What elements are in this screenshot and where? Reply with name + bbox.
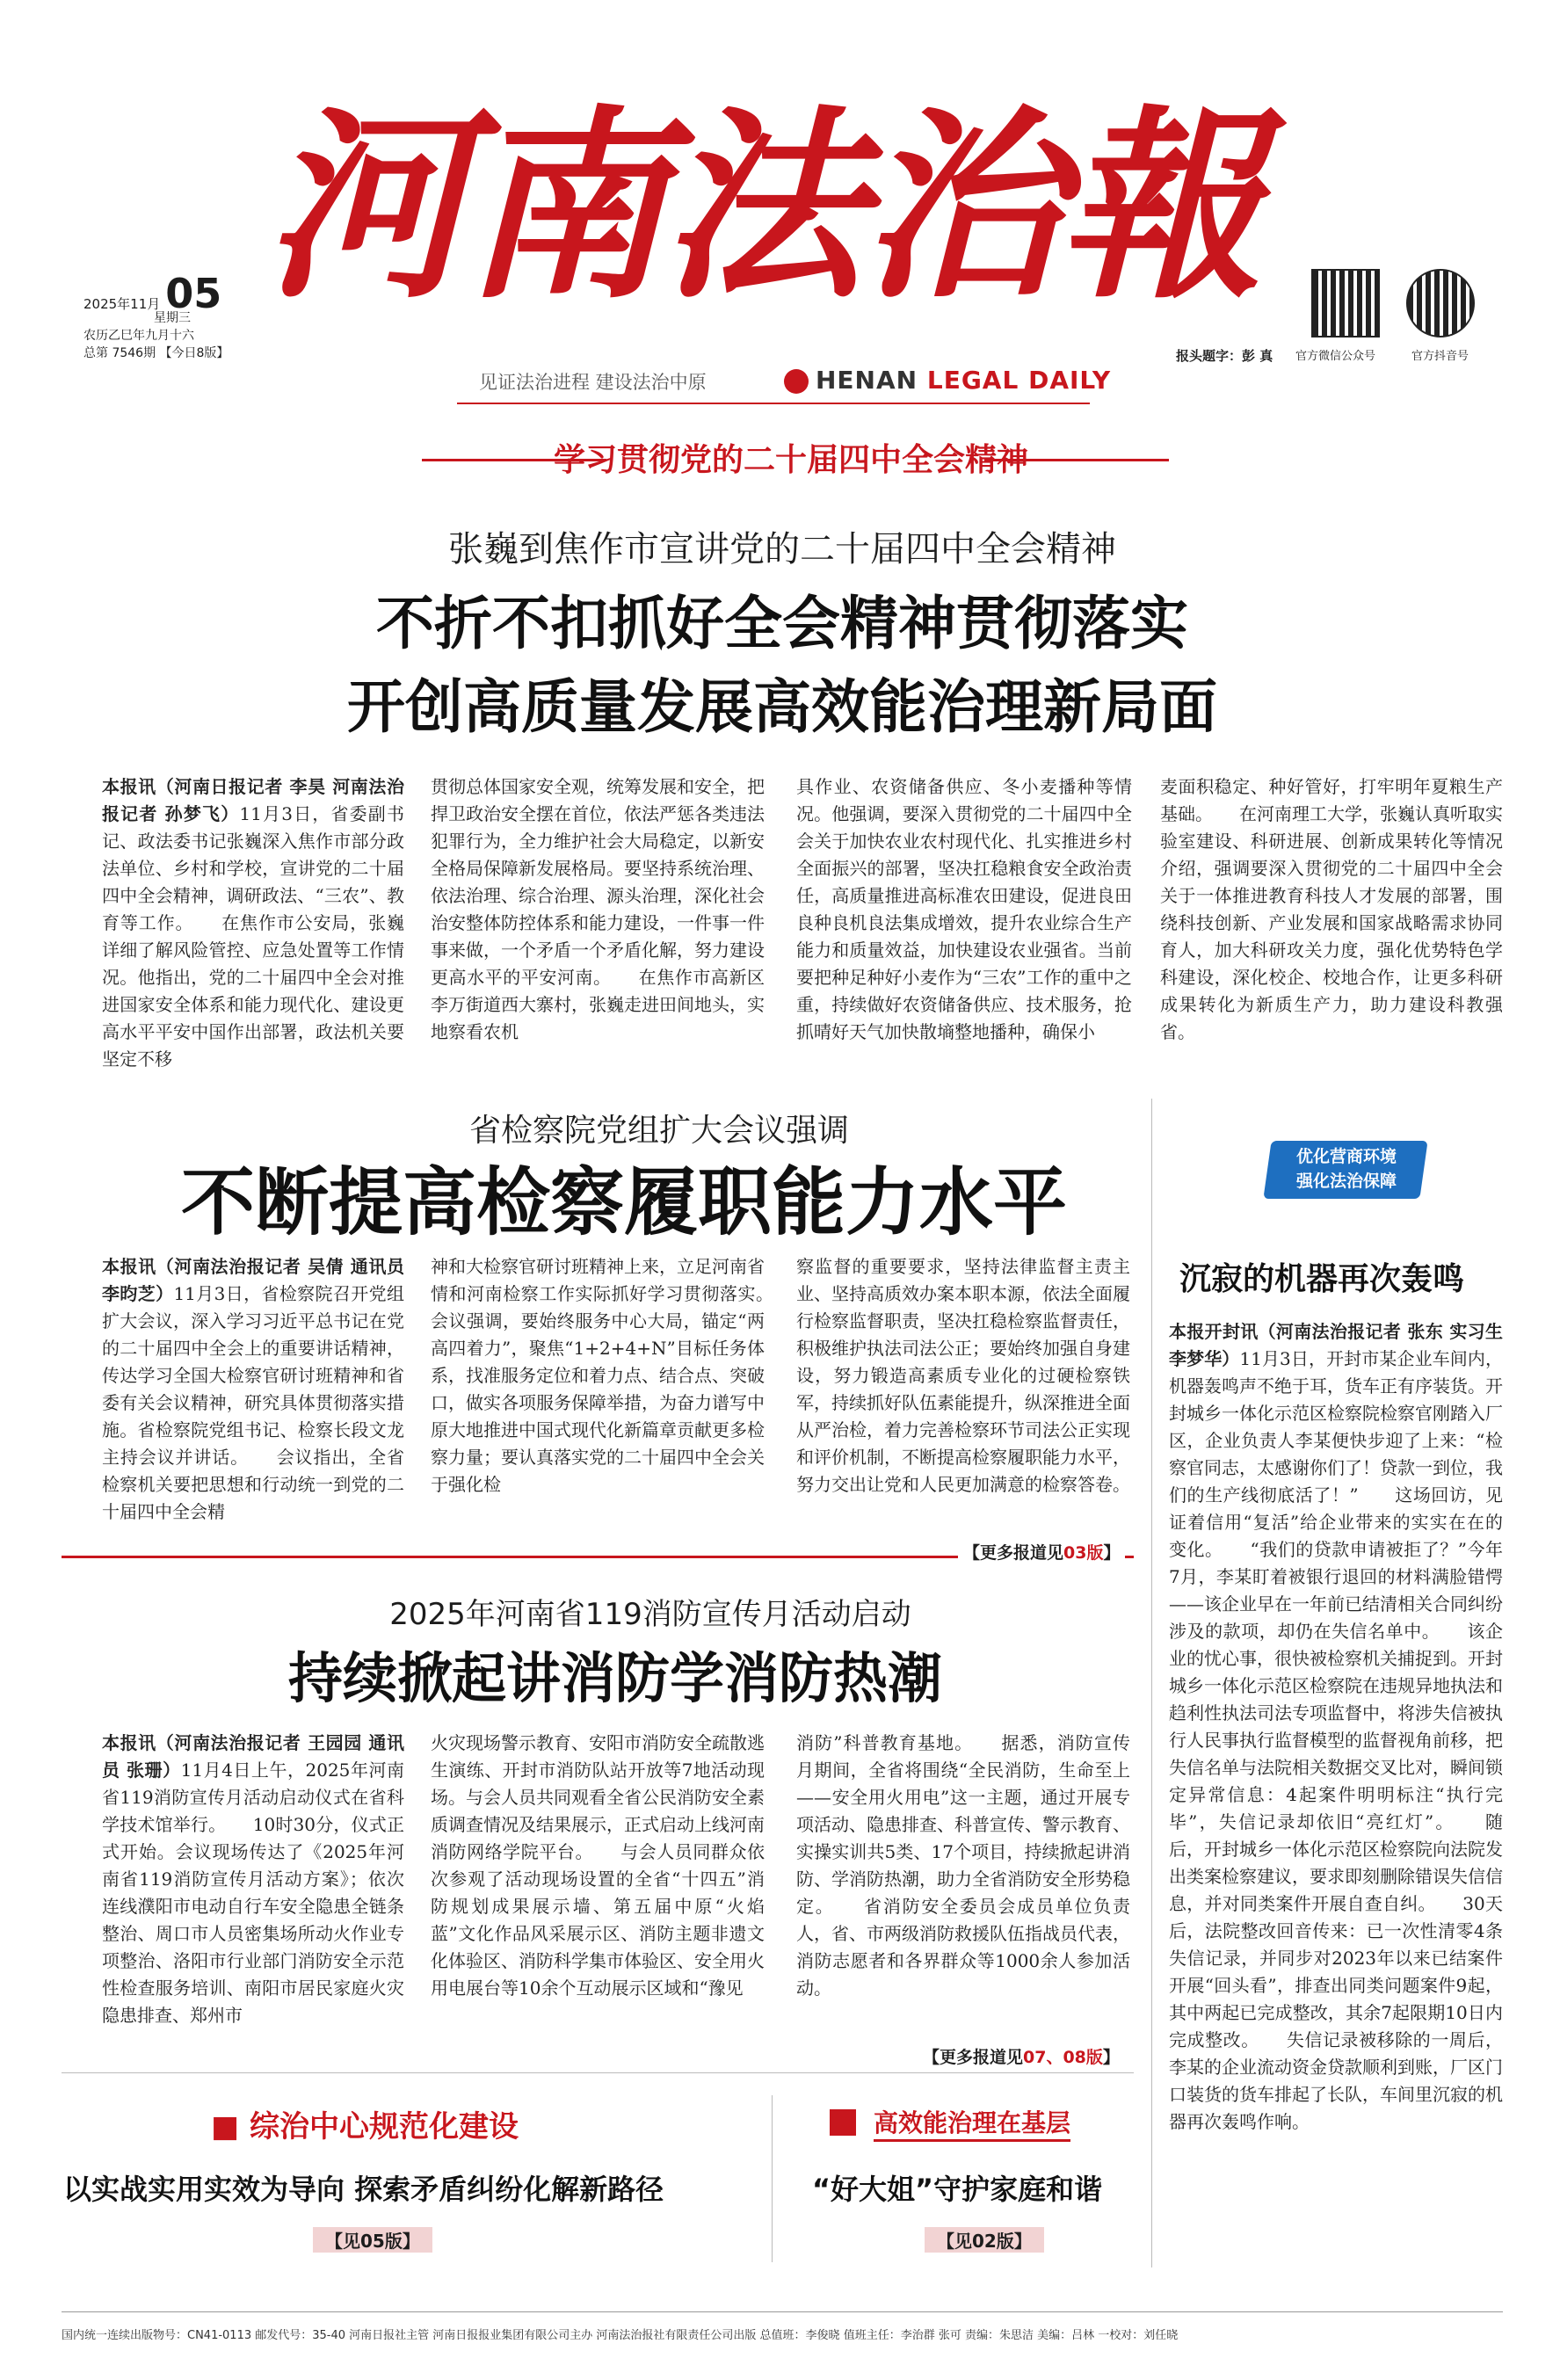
brand-english xyxy=(816,366,1111,395)
side-body-text: 11月3日，开封市某企业车间内，机器轰鸣声不绝于耳，货车正有序装货。开封城乡一体化示范区检察院检察官刚踏入厂区，企业负责人李某便快步迎了上来：“检察官同志，太感谢你们了！贷款一到位，我们的生产线彻底活了！” 这场回访，见证着信用“复活”给企业带来的实实在在的变化。 “我们的贷款申请被拒了？”今年7月，李某盯着被银行退回的材料满脸错愕——该企业早在一年前已结清相关合同纠纷涉及的款项，却仍在失信名单中。 该企业的忧心事，很快被检察机关捕捉到。开封城乡一体化示范区检察院在违规异地执法和趋利性执法司法专项监督中，将涉失信被执行人民事执行监督模型的监督视角前移，把失信名单与法院相关数据交叉比对，瞬间锁定异常信息：4起案件明明标注“执行完毕”，失信记录却依旧“亮红灯”。 随后，开封城乡一体化示范区检察院向法院发出类案检察建议，要求即刻删除错误失信信息，并对同类案件开展自查自纠。 30天后，法院整改回音传来：已一次性清零4条失信记录，并同步对2023年以来已结案件开展“回头看”，排查出同类问题案件9起，其中两起已完成整改，其余7起限期10日内完成整改。 失信记录被移除的一周后，李某的企业流动资金贷款顺利到账，厂区门口装货的货车排起了长队，车间里沉寂的机器再次轰鸣作响。 xyxy=(1169,1348,1503,2132)
story1-kicker: 张巍到焦作市宣讲党的二十届四中全会精神 xyxy=(448,529,1116,570)
story2-column-2: 神和大检察官研讨班精神上来，立足河南省情和河南检察工作实际抓好学习贯彻落实。 会议强调，要始终服务中心大局，锚定“两高四着力”，聚焦“1+2+4+N”目标任务体系，找准服务定位和着力点、结合点、突破口，做实各项服务保障举措，为奋力谱写中原大地推进中国式现代化新篇章贡献更多检察力量；要认真落实党的二十届四中全会关于强化检 xyxy=(431,1256,800,1495)
date-day: 05 xyxy=(165,270,222,317)
story3-kicker: 2025年河南省119消防宣传月活动启动 xyxy=(389,1597,911,1632)
story3-more-page: 07、08版 xyxy=(1023,2048,1103,2067)
promo-left-see[interactable]: 【见05版】 xyxy=(313,2227,432,2253)
story2-kicker: 省检察院党组扩大会议强调 xyxy=(468,1113,849,1149)
story3-more-end: 】 xyxy=(1102,2048,1120,2067)
story2-more-text: 【更多报道见 xyxy=(963,1543,1064,1563)
story2-more-link[interactable] xyxy=(958,1540,1125,1564)
story3-col1-text: 11月4日上午，2025年河南省119消防宣传月活动启动仪式在省科学技术馆举行。 10时30分，仪式正式开始。会议现场传达了《2025年河南省119消防宣传月活动方案》；依次连线濮阳市电动自行车安全隐患全链条整治、周口市人员密集场所动火作业专项整治、洛阳市行业部门消防安全示范性检查服务培训、南阳市居民家庭火灾隐患排查、郑州市 xyxy=(102,1760,404,2026)
story1-byline: 本报讯（河南日报记者 李昊 河南法治报记者 孙梦飞） xyxy=(102,776,404,824)
masthead-rule xyxy=(457,403,1090,404)
promo-right-tag: 高效能治理在基层 xyxy=(874,2104,1070,2142)
story2-column-3: 察监督的重要要求，坚持法律监督主责主业、坚持高质效办案本职本源，依法全面履行检察监督职责，坚决扛稳检察监督责任，积极维护执法司法公正；要始终加强自身建设，努力锻造高素质专业化的过硬检察铁军，持续抓好队伍素能提升，纵深推进全面从严治检，着力完善检察环节司法公正实现和评价机制，不断提高检察履职能力水平，努力交出让党和人民更加满意的检察答卷。 xyxy=(796,1256,1130,1495)
story3-column-2: 火灾现场警示教育、安阳市消防安全疏散逃生演练、开封市消防队站开放等7地活动现场。与会人员共同观看全省公民消防安全素质调查情况及结果展示，正式启动上线河南消防网络学院平台。 与会人员同群众依次参观了活动现场设置的全省“十四五”消防规划成果展示墙、第五届中原“火焰蓝”文化作品风采展示区、消防主题非遗文化体验区、消防科学集市体验区、安全用火用电展台等10余个互动展示区域和“豫见 xyxy=(431,1732,765,1999)
side-byline: 本报开封讯（河南法治报记者 张东 实习生 李梦华） xyxy=(1169,1321,1503,1369)
promo-right-see[interactable]: 【见02版】 xyxy=(925,2227,1044,2253)
wechat-qr-label: 官方微信公众号 xyxy=(1295,350,1376,363)
story1-column-2: 贯彻总体国家安全观，统筹发展和安全，把捍卫政治安全摆在首位，依法严惩各类违法犯罪行为，全力维护社会大局稳定，以新安全格局保障新发展格局。要坚持系统治理、依法治理、综合治理、源头治理，深化社会治安整体防控体系和能力建设，一件事一件事来做，一个矛盾一个矛盾化解，努力建设更高水平的平安河南。 在焦作市高新区李万街道西大寨村，张巍走进田间地头，实地察看农机 xyxy=(431,776,765,1042)
brand-en-2: LEGAL DAILY xyxy=(926,366,1112,395)
douyin-qr-icon[interactable] xyxy=(1406,269,1475,337)
story3-more-link[interactable] xyxy=(923,2044,1120,2068)
story3-column-3: 消防”科普教育基地。 据悉，消防宣传月期间，全省将围绕“全民消防，生命至上——安全用火用电”这一主题，通过开展专项活动、隐患排查、科普宣传、警示教育、实操实训共5类、17个项目，持续掀起讲消防、学消防热潮，助力全省消防安全形势稳定。 省消防安全委员会成员单位负责人，省、市两级消防救援队伍指战员代表，消防志愿者和各界群众等1000余人参加活动。 xyxy=(796,1732,1130,1999)
date-block xyxy=(83,270,259,371)
story1-headline-1[interactable]: 不折不扣抓好全会精神贯彻落实 xyxy=(376,590,1188,657)
side-body xyxy=(1169,1318,1503,2285)
logo-icon xyxy=(784,369,809,394)
story2-col1-text: 11月3日，省检察院召开党组扩大会议，深入学习习近平总书记在党的二十届四中全会上的重要讲话精神，传达学习全国大检察官研讨班精神和省委有关会议精神，研究具体贯彻落实措施。省检察院党组书记、检察长段文龙主持会议并讲话。 会议指出，全省检察机关要把思想和行动统一到党的二十届四中全会精 xyxy=(102,1283,404,1522)
story1-col1-text: 11月3日，省委副书记、政法委书记张巍深入焦作市部分政法单位、乡村和学校，宣讲党的二十届四中全会精神，调研政法、“三农”、教育等工作。 在焦作市公安局，张巍详细了解风险管控、应急处置等工作情况。他指出，党的二十届四中全会对推进国家安全体系和能力现代化、建设更高水平平安中国作出部署，政法机关要坚定不移 xyxy=(102,803,404,1070)
story2-byline: 本报讯（河南法治报记者 吴倩 通讯员 李昀芝） xyxy=(102,1256,404,1304)
promo-left-title[interactable]: 以实战实用实效为导向 探索矛盾纠纷化解新路径 xyxy=(63,2173,664,2206)
brand-en-1: HENAN xyxy=(816,366,918,395)
promo-divider xyxy=(772,2095,773,2262)
side-headline[interactable]: 沉寂的机器再次轰鸣 xyxy=(1179,1261,1465,1297)
promo-right-title[interactable]: “好大姐”守护家庭和谐 xyxy=(812,2173,1103,2206)
story3-rule xyxy=(62,2072,1134,2073)
slogan: 见证法治进程 建设法治中原 xyxy=(479,372,707,393)
story3-column-1 xyxy=(102,1730,404,2028)
promo-right-square-icon xyxy=(830,2109,856,2136)
story1-column-3: 具作业、农资储备供应、冬小麦播种等情况。他强调，要深入贯彻党的二十届四中全会关于加快农业农村现代化、扎实推进乡村全面振兴的部署，坚决扛稳粮食安全政治责任，高质量推进高标准农田建设，促进良田良种良机良法集成增效，提升农业综合生产能力和质量效益，加快建设农业强省。当前要把种足种好小麦作为“三农”工作的重中之重，持续做好农资储备供应、技术服务，抢抓晴好天气加快散墒整地播种，确保小 xyxy=(796,776,1132,1042)
footer-imprint: 国内统一连续出版物号：CN41-0113 邮发代号：35-40 河南日报社主管 河南日报报业集团有限公司主办 河南法治报社有限责任公司出版 总值班：李俊晓 值班主任：李治群 张可 责编：朱思洁 美编：吕林 一校对：刘任晓 xyxy=(62,2329,1179,2342)
side-badge-line1: 优化营商环境 xyxy=(1295,1147,1397,1166)
promo-left-tag: ■ 综治中心规范化建设 xyxy=(211,2109,519,2144)
story2-column-1 xyxy=(102,1253,404,1522)
story3-headline[interactable]: 持续掀起讲消防学消防热潮 xyxy=(287,1646,942,1710)
story3-more-text: 【更多报道见 xyxy=(923,2048,1024,2067)
story1-column-4: 麦面积稳定、种好管好，打牢明年夏粮生产基础。 在河南理工大学，张巍认真听取实验室建设、科研进展、创新成果转化等情况介绍，强调要深入贯彻党的二十届四中全会关于一体推进教育科技人才发展的部署，围绕科技创新、产业发展和国家战略需求协同育人，加大科研攻关力度，强化优势特色学科建设，深化校企、校地合作，让更多科研成果转化为新质生产力，助力建设科教强省。 xyxy=(1160,776,1503,1042)
story3-byline: 本报讯（河南法治报记者 王园园 通讯员 张珊） xyxy=(102,1732,404,1781)
weekday: 星期三 xyxy=(154,311,191,325)
douyin-qr-label: 官方抖音号 xyxy=(1411,350,1469,363)
story1-headline-2[interactable]: 开创高质量发展高效能治理新局面 xyxy=(347,673,1217,741)
side-divider xyxy=(1151,1099,1152,2268)
story2-more-page: 03版 xyxy=(1063,1543,1104,1563)
story2-headline[interactable]: 不断提高检察履职能力水平 xyxy=(180,1158,1067,1245)
footer-rule xyxy=(62,2311,1503,2312)
side-badge-text xyxy=(1269,1144,1424,1194)
side-badge-line2: 强化法治保障 xyxy=(1295,1172,1397,1191)
story2-more-end: 】 xyxy=(1103,1543,1121,1563)
inscription: 报头题字：彭 真 xyxy=(1176,348,1273,364)
story1-column-1 xyxy=(102,773,404,1070)
section-banner: 学习贯彻党的二十届四中全会精神 xyxy=(553,442,1028,478)
issue-number: 总第 7546期 【今日8版】 xyxy=(83,346,229,360)
date-prefix: 2025年11月 xyxy=(83,296,161,312)
lunar-date: 农历乙巳年九月十六 xyxy=(83,329,194,343)
masthead-title: 河南法治報 xyxy=(264,86,1258,326)
wechat-qr-icon[interactable] xyxy=(1311,269,1380,337)
